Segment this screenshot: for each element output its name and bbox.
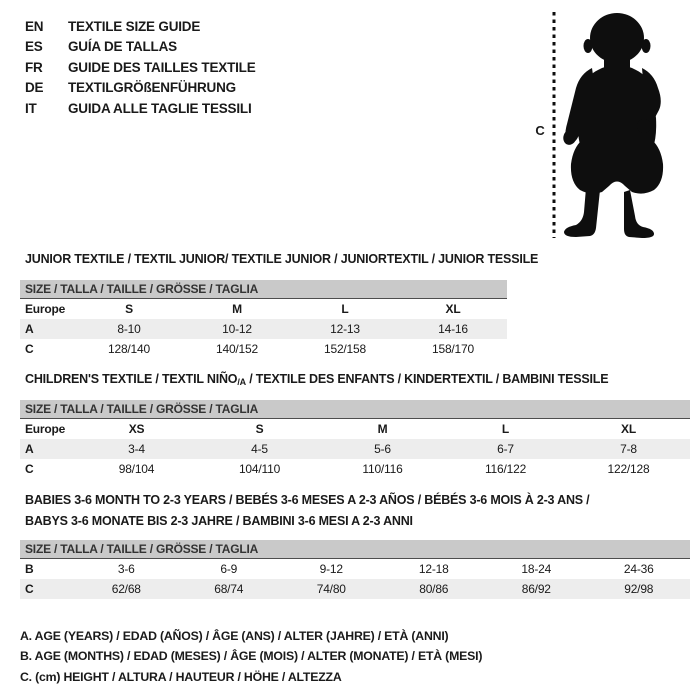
size-cell: XS (128, 422, 145, 436)
language-list (25, 16, 256, 119)
junior-table-title: JUNIOR TEXTILE / TEXTIL JUNIOR/ TEXTILE JUNIOR / JUNIORTEXTIL / JUNIOR TESSILE (25, 252, 539, 266)
table-row-europe (20, 299, 507, 319)
note-age-years: A. AGE (YEARS) / EDAD (AÑOS) / ÂGE (ANS) / ALTER (JAHRE) / ETÀ (ANNI) (20, 629, 449, 643)
height-cell: 158/170 (432, 342, 474, 356)
age-cell: 10-12 (222, 322, 252, 336)
table-row-months (20, 559, 690, 579)
row-label: B (25, 562, 34, 576)
note-age-months: B. AGE (MONTHS) / EDAD (MESES) / ÂGE (MOIS) / ALTER (MONATE) / ETÀ (MESI) (20, 649, 483, 664)
age-cell: 12-13 (330, 322, 360, 336)
lang-label: GUÍA DE TALLAS (68, 39, 177, 55)
size-cell: M (377, 422, 388, 436)
table-row-age (20, 319, 507, 339)
size-cell: L (501, 422, 510, 436)
months-cell: 3-6 (117, 562, 135, 576)
height-cell: 86/92 (521, 582, 551, 596)
size-cell: S (125, 302, 133, 316)
height-cell: 80/86 (419, 582, 449, 596)
lang-code: FR (25, 59, 43, 75)
childrens-table-title (25, 372, 608, 387)
row-label: Europe (25, 302, 66, 316)
childrens-table (20, 400, 690, 479)
age-cell: 7-8 (620, 442, 637, 456)
lang-row-it (25, 98, 256, 119)
months-cell: 12-18 (418, 562, 449, 576)
height-cell: 152/158 (324, 342, 366, 356)
height-cell: 110/116 (362, 462, 403, 476)
age-cell: 6-7 (497, 442, 514, 456)
size-cell: XL (445, 302, 461, 316)
age-cell: 8-10 (117, 322, 141, 336)
height-cell: 140/152 (216, 342, 258, 356)
lang-code: ES (25, 39, 43, 55)
babies-table (20, 540, 690, 599)
babies-table-title (25, 490, 589, 531)
size-header-bar: SIZE / TALLA / TAILLE / GRÖSSE / TAGLIA (20, 400, 690, 419)
height-cell: 62/68 (111, 582, 141, 596)
junior-table (20, 280, 507, 359)
note-height-cm: C. (cm) HEIGHT / ALTURA / HAUTEUR / HÖHE / ALTEZZA (20, 669, 342, 684)
title-text: CHILDREN'S TEXTILE / TEXTIL NIÑO (25, 372, 238, 386)
row-label: A (25, 322, 34, 336)
height-cell: 98/104 (118, 462, 155, 476)
lang-label: TEXTILGRÖßENFÜHRUNG (68, 80, 236, 96)
months-cell: 18-24 (521, 562, 552, 576)
height-cell: 128/140 (108, 342, 150, 356)
months-cell: 6-9 (220, 562, 238, 576)
title-line: BABYS 3-6 MONATE BIS 2-3 JAHRE / BAMBINI 3-6 MESI A 2-3 ANNI (25, 513, 413, 528)
size-cell: XL (621, 422, 636, 436)
height-cell: 74/80 (316, 582, 346, 596)
size-cell: M (232, 302, 242, 316)
height-cell: 104/110 (238, 462, 281, 476)
toddler-silhouette-icon (530, 6, 670, 240)
title-subscript: /A (237, 377, 246, 387)
table-row-age (20, 439, 690, 459)
size-cell: L (341, 302, 349, 316)
size-header-bar: SIZE / TALLA / TAILLE / GRÖSSE / TAGLIA (20, 280, 507, 299)
lang-label: GUIDE DES TAILLES TEXTILE (68, 59, 256, 75)
legend-notes (20, 626, 482, 687)
title-line: BABIES 3-6 MONTH TO 2-3 YEARS / BEBÉS 3-6 MESES A 2-3 AÑOS / BÉBÉS 3-6 MOIS À 2-3 ANS / (25, 493, 590, 507)
age-cell: 4-5 (251, 442, 268, 456)
lang-row-es (25, 37, 256, 58)
lang-label: GUIDA ALLE TAGLIE TESSILI (68, 100, 252, 116)
size-header-bar: SIZE / TALLA / TAILLE / GRÖSSE / TAGLIA (20, 540, 690, 559)
age-cell: 14-16 (438, 322, 468, 336)
row-label: A (25, 442, 34, 456)
height-cell: 92/98 (624, 582, 654, 596)
row-label: C (25, 582, 34, 596)
table-row-height (20, 579, 690, 599)
height-measure-label: C (535, 123, 545, 138)
row-label: C (25, 462, 34, 476)
lang-row-fr (25, 57, 256, 78)
height-cell: 68/74 (214, 582, 244, 596)
months-cell: 24-36 (623, 562, 654, 576)
lang-row-en (25, 16, 256, 37)
table-row-europe (20, 419, 690, 439)
height-cell: 122/128 (607, 462, 650, 476)
lang-row-de (25, 78, 256, 99)
age-cell: 3-4 (128, 442, 145, 456)
title-text: / TEXTILE DES ENFANTS / KINDERTEXTIL / BAMBINI TESSILE (245, 372, 609, 386)
age-cell: 5-6 (374, 442, 391, 456)
lang-code: IT (25, 100, 37, 116)
lang-code: EN (25, 18, 44, 34)
table-row-height (20, 339, 507, 359)
lang-code: DE (25, 80, 44, 96)
row-label: Europe (25, 422, 66, 436)
row-label: C (25, 342, 34, 356)
lang-label: TEXTILE SIZE GUIDE (68, 18, 201, 34)
months-cell: 9-12 (319, 562, 343, 576)
table-row-height (20, 459, 690, 479)
height-cell: 116/122 (484, 462, 527, 476)
size-cell: S (255, 422, 264, 436)
